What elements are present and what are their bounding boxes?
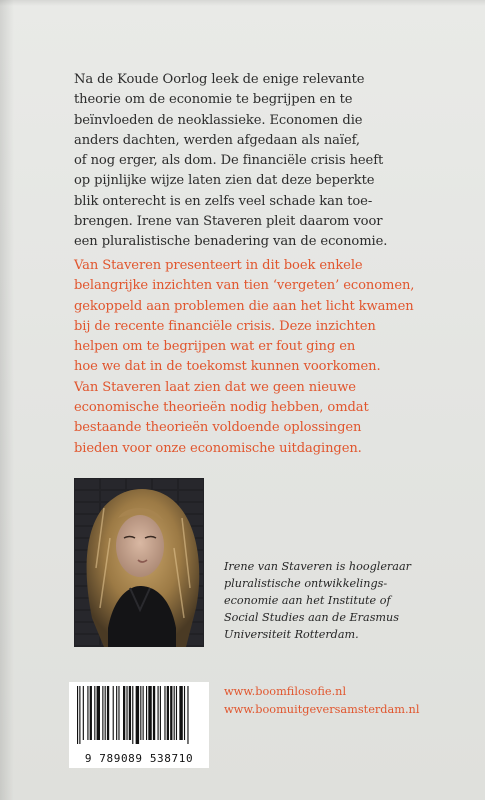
website-link-boomuitgevers[interactable]: www.boomuitgeversamsterdam.nl — [224, 702, 420, 716]
blurb-line: blik onterecht is en zelfs veel schade kan toe- — [74, 193, 373, 209]
blurb-paragraph-2 — [74, 256, 454, 459]
barcode-bar — [83, 686, 84, 740]
barcode-bar — [187, 686, 188, 744]
barcode-bar — [160, 686, 161, 740]
barcode-bar — [123, 686, 125, 740]
barcode-bar — [90, 686, 92, 740]
barcode-bar — [174, 686, 175, 740]
blurb-line: of nog erger, als dom. De financiële crisis heeft — [74, 153, 384, 169]
barcode-bar — [116, 686, 117, 740]
author-bio — [224, 558, 454, 643]
bio-line: Social Studies aan de Erasmus — [224, 611, 399, 624]
barcode-bar — [87, 686, 88, 740]
barcode-bar — [136, 686, 139, 744]
blurb-line: bij de recente financiële crisis. Deze inzichten — [74, 318, 376, 334]
barcode-bar — [118, 686, 119, 740]
barcode-bar — [184, 686, 185, 740]
barcode-bar — [129, 686, 131, 740]
blurb-line: Na de Koude Oorlog leek de enige relevante — [74, 72, 365, 87]
blurb-line: helpen om te begrijpen wat er fout ging en — [74, 339, 356, 355]
barcode-bar — [153, 686, 155, 740]
barcode-bar — [126, 686, 127, 740]
barcode-bar — [140, 686, 141, 740]
barcode-bar — [176, 686, 177, 740]
barcode-bar — [143, 686, 144, 740]
blurb-line: bieden voor onze economische uitdagingen. — [74, 440, 362, 456]
author-photo — [74, 478, 204, 647]
barcode-bar — [170, 686, 172, 740]
bio-line: economie aan het Institute of — [224, 594, 391, 607]
barcode-bar — [77, 686, 78, 744]
blurb-line: belangrijke inzichten van tien ‘vergeten’ economen, — [74, 278, 415, 294]
blurb-paragraph-1 — [74, 70, 454, 253]
barcode-bar — [167, 686, 169, 740]
bio-line: Irene van Staveren is hoogleraar — [224, 560, 411, 573]
barcode-bars — [75, 686, 203, 744]
barcode-bar — [105, 686, 106, 740]
blurb-line: Van Staveren laat zien dat we geen nieuwe — [74, 379, 356, 395]
publisher-links — [224, 683, 464, 718]
website-link-boomfilosofie[interactable]: www.boomfilosofie.nl — [224, 685, 347, 698]
bio-line: Universiteit Rotterdam. — [224, 628, 359, 641]
barcode-bar — [179, 686, 182, 740]
isbn-barcode — [69, 682, 209, 768]
barcode-bar — [132, 686, 133, 744]
barcode-bar — [97, 686, 100, 740]
top-edge-shadow — [0, 0, 485, 6]
blurb-line: een pluralistische benadering van de economie. — [74, 234, 388, 250]
barcode-bar — [94, 686, 95, 740]
barcode-bar — [79, 686, 80, 744]
barcode-bar — [146, 686, 147, 740]
blurb-line: Van Staveren presenteert in dit boek enkele — [74, 258, 363, 273]
barcode-bar — [113, 686, 114, 740]
isbn-number: 9 789089 538710 — [84, 752, 194, 765]
blurb-line: theorie om de economie te begrijpen en te — [74, 92, 353, 108]
blurb-line: anders dachten, werden afgedaan als naïef, — [74, 132, 360, 148]
barcode-bar — [107, 686, 109, 740]
bio-line: pluralistische ontwikkelings- — [224, 577, 388, 590]
blurb-line: hoe we dat in de toekomst kunnen voorkomen. — [74, 359, 381, 375]
blurb-line: brengen. Irene van Staveren pleit daarom voor — [74, 214, 383, 230]
blurb-line: op pijnlijke wijze laten zien dat deze beperkte — [74, 173, 375, 189]
barcode-bar — [158, 686, 159, 740]
blurb-line: gekoppeld aan problemen die aan het licht kwamen — [74, 298, 414, 314]
blurb-line: economische theorieën nodig hebben, omdat — [74, 400, 369, 416]
barcode-bar — [164, 686, 165, 740]
blurb-line: bestaande theorieën voldoende oplossingen — [74, 420, 362, 436]
blurb-line: beïnvloeden de neoklassieke. Economen die — [74, 112, 363, 128]
barcode-bar — [148, 686, 151, 740]
barcode-bar — [102, 686, 103, 740]
spine-shadow — [0, 0, 14, 800]
